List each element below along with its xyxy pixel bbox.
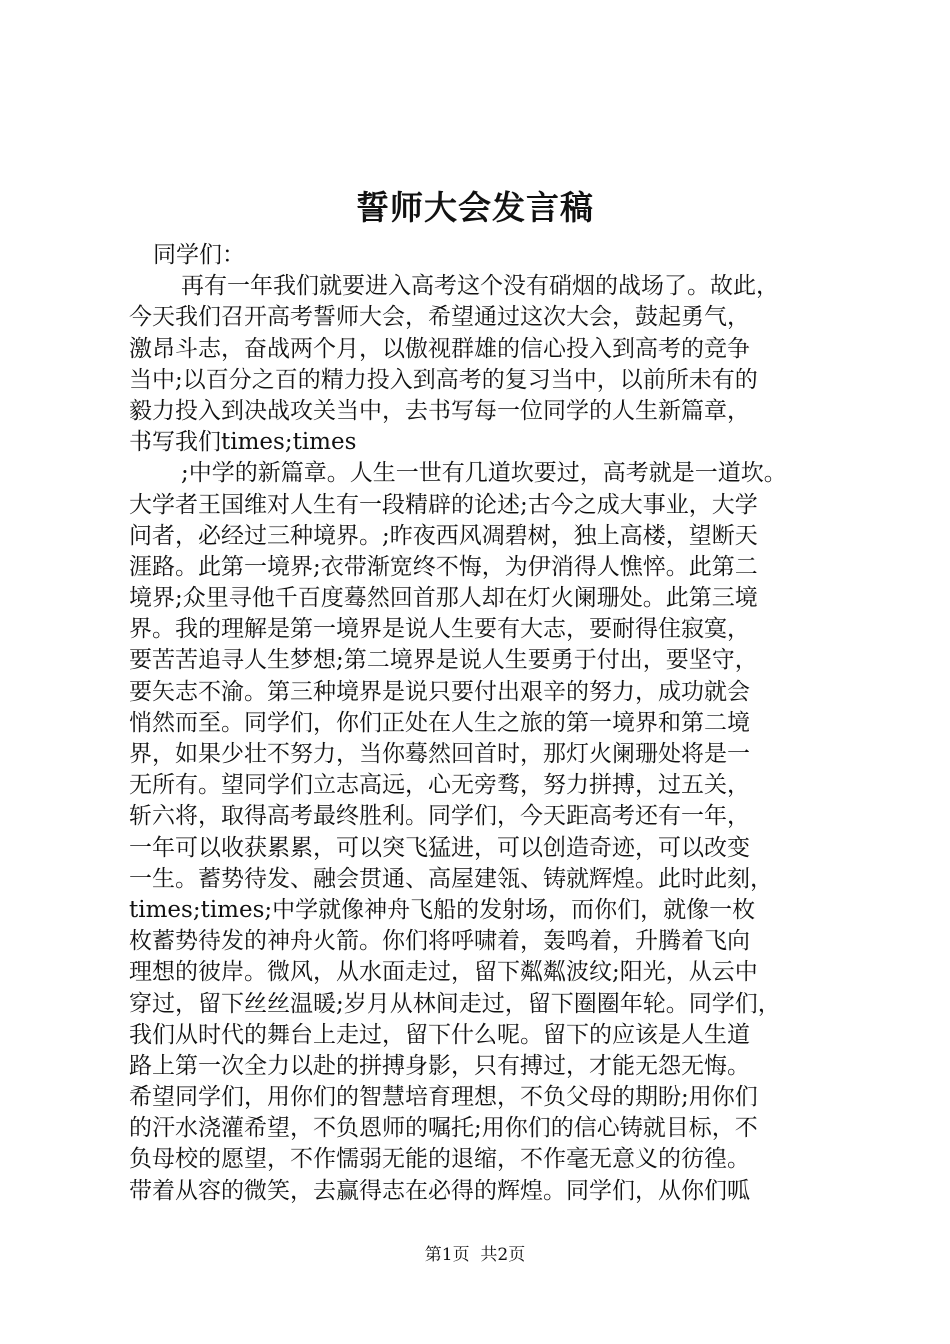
- salutation-line: 同学们：: [153, 242, 245, 268]
- page-footer: [0, 1244, 950, 1266]
- paragraph-line: 界。我的理解是第一境界是说人生要有大志，要耐得住寂寞，: [129, 616, 750, 643]
- paragraph-line: 希望同学们，用你们的智慧培育理想，不负父母的期盼;用你们: [129, 1084, 758, 1111]
- paragraph-line: 负母校的愿望，不作懦弱无能的退缩，不作毫无意义的彷徨。: [129, 1146, 750, 1173]
- paragraph-line: 悄然而至。同学们，你们正处在人生之旅的第一境界和第二境: [129, 709, 750, 736]
- paragraph-line: 理想的彼岸。微风，从水面走过，留下粼粼波纹;阳光，从云中: [129, 959, 758, 986]
- paragraph-line: 的汗水浇灌希望，不负恩师的嘱托;用你们的信心铸就目标，不: [129, 1115, 758, 1142]
- paragraph-line: 无所有。望同学们立志高远，心无旁骛，努力拼搏，过五关，: [129, 772, 750, 799]
- document-title: 誓师大会发言稿: [356, 188, 594, 227]
- paragraph-line: 我们从时代的舞台上走过，留下什么呢。留下的应该是人生道: [129, 1021, 750, 1048]
- paragraph-line: 毅力投入到决战攻关当中，去书写每一位同学的人生新篇章，: [129, 397, 750, 424]
- page-number-label: 第1页 共2页: [424, 1245, 526, 1265]
- paragraph-line: 枚蓄势待发的神舟火箭。你们将呼啸着，轰鸣着，升腾着飞向: [129, 928, 750, 955]
- paragraph-line: 激昂斗志，奋战两个月，以傲视群雄的信心投入到高考的竞争: [129, 335, 750, 362]
- paragraph-line: 大学者王国维对人生有一段精辟的论述;古今之成大事业，大学: [129, 491, 758, 518]
- paragraph-line: 一年可以收获累累，可以突飞猛进，可以创造奇迹，可以改变: [129, 834, 750, 861]
- paragraph-line: 斩六将，取得高考最终胜利。同学们，今天距高考还有一年，: [129, 803, 750, 830]
- paragraph-line: 要矢志不渝。第三种境界是说只要付出艰辛的努力，成功就会: [129, 678, 750, 705]
- paragraph-line: ;中学的新篇章。人生一世有几道坎要过，高考就是一道坎。: [181, 460, 787, 487]
- paragraph-line: 问者，必经过三种境界。;昨夜西风凋碧树，独上高楼，望断天: [129, 522, 758, 549]
- paragraph-line: 带着从容的微笑，去赢得志在必得的辉煌。同学们，从你们呱: [129, 1177, 750, 1204]
- paragraph-line: 界，如果少壮不努力，当你蓦然回首时，那灯火阑珊处将是一: [129, 741, 750, 767]
- paragraph-line: 一生。蓄势待发、融会贯通、高屋建瓴、铸就辉煌。此时此刻，: [129, 865, 773, 892]
- paragraph-line: 境界;众里寻他千百度蓦然回首那人却在灯火阑珊处。此第三境: [129, 585, 758, 612]
- paragraph-line: 涯路。此第一境界;衣带渐宽终不悔，为伊消得人憔悴。此第二: [129, 553, 758, 580]
- paragraph-line: 再有一年我们就要进入高考这个没有硝烟的战场了。故此，: [181, 273, 779, 300]
- paragraph-line: 穿过，留下丝丝温暖;岁月从林间走过，留下圈圈年轮。同学们，: [129, 990, 781, 1017]
- document-body: [129, 240, 854, 1207]
- paragraph-line: 今天我们召开高考誓师大会，希望通过这次大会，鼓起勇气，: [129, 304, 750, 331]
- paragraph-line: 要苦苦追寻人生梦想;第二境界是说人生要勇于付出，要坚守，: [129, 647, 758, 674]
- paragraph-line: times;times;中学就像神舟飞船的发射场，而你们，就像一枚: [129, 896, 756, 923]
- paragraph-line: 当中;以百分之百的精力投入到高考的复习当中，以前所未有的: [129, 366, 758, 393]
- paragraph-line: 书写我们times;times: [129, 429, 357, 456]
- paragraph-line: 路上第一次全力以赴的拼搏身影，只有搏过，才能无怨无悔。: [129, 1052, 750, 1079]
